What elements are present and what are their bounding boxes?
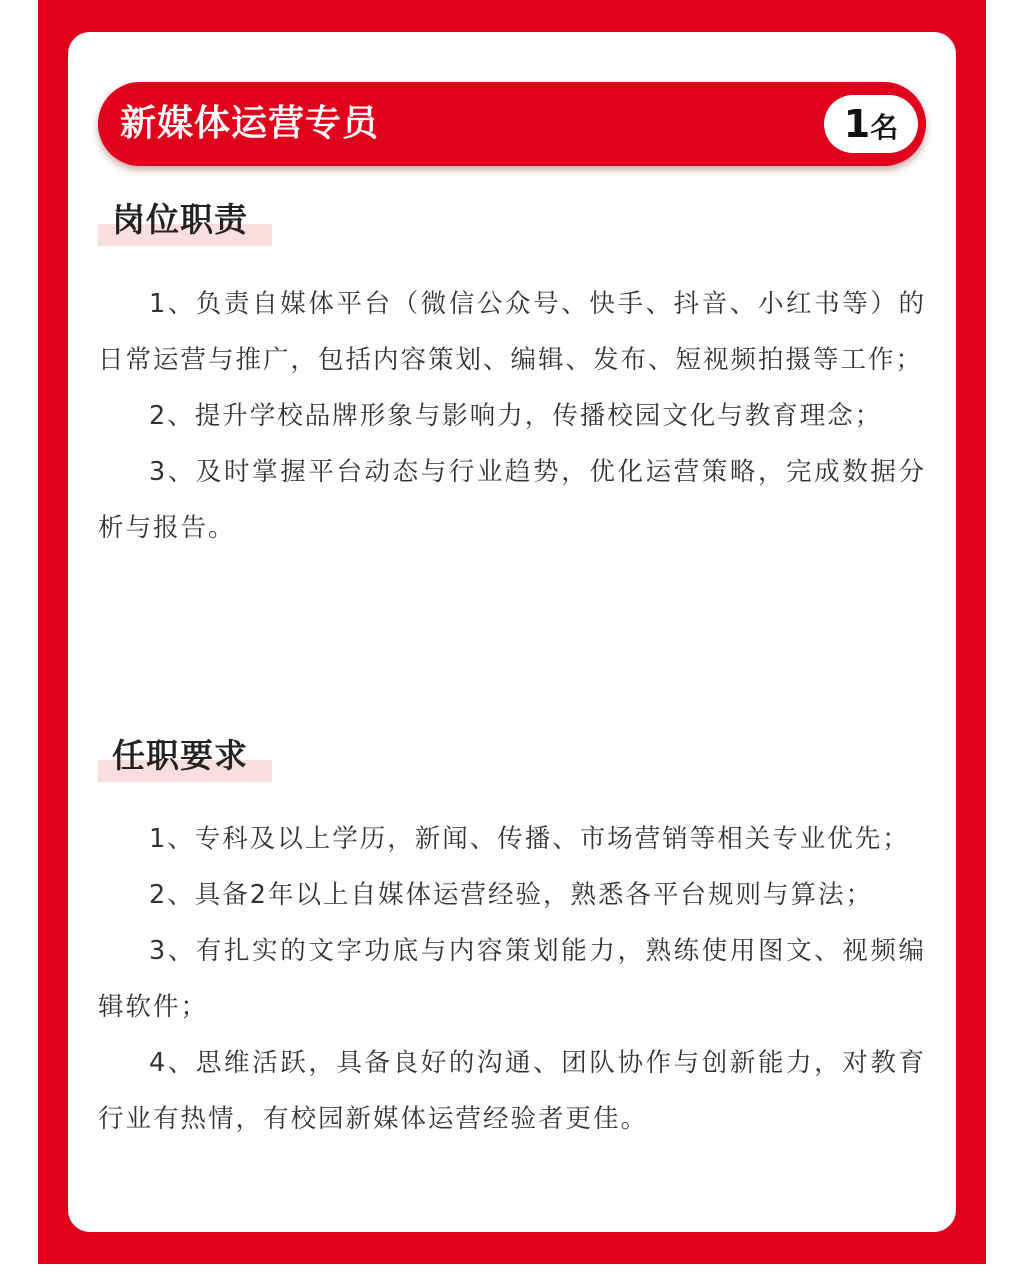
requirement-item: 3、有扎实的文字功底与内容策划能力，熟练使用图文、视频编辑软件； <box>98 936 926 1022</box>
requirement-item: 2、具备2年以上自媒体运营经验，熟悉各平台规则与算法； <box>149 880 873 910</box>
duty-item: 3、及时掌握平台动态与行业趋势，优化运营策略，完成数据分析与报告。 <box>98 457 926 543</box>
duty-item: 2、提升学校品牌形象与影响力，传播校园文化与教育理念； <box>149 401 883 431</box>
requirement-item: 1、专科及以上学历，新闻、传播、市场营销等相关专业优先； <box>149 824 910 854</box>
job-title-banner <box>98 82 926 166</box>
job-card <box>68 32 956 1232</box>
section-body-duties <box>98 276 926 556</box>
job-title: 新媒体运营专员 <box>120 103 380 144</box>
section-heading-text: 岗位职责 <box>112 200 248 239</box>
requirement-item: 4、思维活跃，具备良好的沟通、团队协作与创新能力，对教育行业有热情，有校园新媒体运营经验者更佳。 <box>98 1048 926 1134</box>
section-heading-text: 任职要求 <box>112 736 248 775</box>
headcount-badge <box>824 95 918 153</box>
headcount-number: 1 <box>843 102 871 146</box>
duty-item: 1、负责自媒体平台（微信公众号、快手、抖音、小红书等）的日常运营与推广，包括内容策划、编辑、发布、短视频拍摄等工作； <box>98 289 926 375</box>
headcount-unit: 名 <box>870 111 899 144</box>
section-heading-duties <box>98 200 248 246</box>
section-body-requirements <box>98 811 926 1147</box>
section-heading-requirements <box>98 736 248 782</box>
